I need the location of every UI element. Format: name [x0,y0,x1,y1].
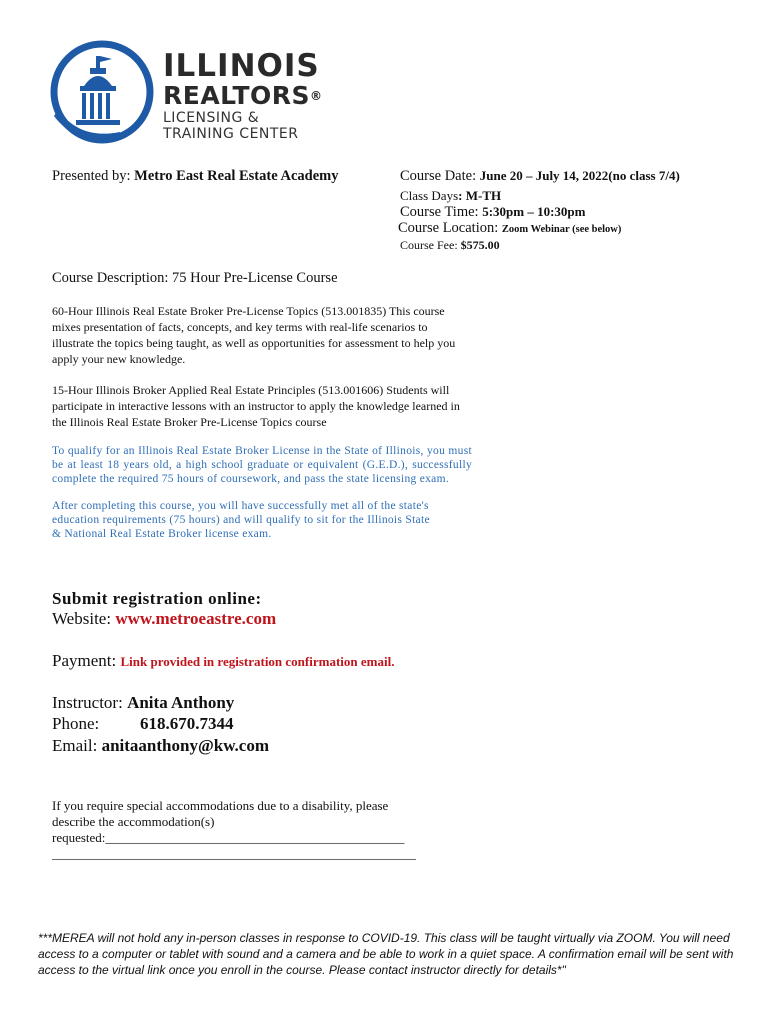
email-line: Email: anitaanthony@kw.com [52,736,270,755]
registration-heading: Submit registration online: [52,589,262,608]
presented-by: Presented by: Metro East Real Estate Academy [52,168,339,184]
phone-number: 618.670.7344 [140,714,234,733]
illinois-realtors-logo-emblem [50,40,160,150]
accommodations-block [52,798,472,862]
description-paragraph-60-hour: 60-Hour Illinois Real Estate Broker Pre-License Topics (513.001835) This course mixes presentation of facts, concepts, and key terms with real-life scenarios to illustrate the topics being taught, as well as opportunities for assessment to help you apply your new knowledge. [52,304,456,366]
academy-name: Metro East Real Estate Academy [134,168,339,184]
class-days: Class Days: M-TH [400,188,502,203]
accommodations-request-blank-2[interactable]: ________________________________________________________ [52,846,416,861]
course-date: Course Date: June 20 – July 14, 2022(no class 7/4) [400,168,680,184]
logo-line-training: TRAINING CENTER [163,126,299,142]
payment-line: Payment: Link provided in registration confirmation email. [52,651,395,670]
description-paragraph-15-hour: 15-Hour Illinois Broker Applied Real Estate Principles (513.001606) Students will participate in interactive lessons with an instructor to apply the knowledge learned in the Illinois Real Estate Broker Pre-License Topics course [52,383,460,429]
logo-line-illinois: ILLINOIS [163,48,320,84]
license-qualification-paragraph: To qualify for an Illinois Real Estate Broker License in the State of Illinois, you must be at least 18 years old, a high school graduate or equivalent (G.E.D.), successfully complete the required 75 hours of coursework, and pass the state licensing exam. [52,445,472,485]
education-requirements-paragraph: After completing this course, you will have successfully met all of the state's education requirements (75 hours) and will qualify to sit for the Illinois State & National Real Estate Broker license exam. [52,500,430,540]
logo-wordmark [163,50,323,142]
phone-line: Phone: 618.670.7344 [52,714,234,733]
website-line: Website: www.metroeastre.com [52,609,277,628]
instructor-line: Instructor: Anita Anthony [52,693,235,712]
website-link[interactable]: www.metroeastre.com [115,609,277,628]
course-time: Course Time: 5:30pm – 10:30pm [400,204,586,220]
instructor-name: Anita Anthony [127,693,235,712]
accommodations-request-blank[interactable]: requested:______________________________________________ [52,830,405,845]
logo-line-realtors: REALTORS® [163,81,323,110]
course-description-heading: Course Description: 75 Hour Pre-License Course [52,270,338,286]
course-fee: Course Fee: $575.00 [400,238,500,252]
covid-notice: ***MEREA will not hold any in-person classes in response to COVID-19. This class will be taught virtually via ZOOM. You will need access to a computer or tablet with sound and a camera and be able to work in a quiet space. A confirmation email will be sent with access to the virtual link once you enroll in the course. Please contact instructor directly for details*" [38,931,734,977]
email-address: anitaanthony@kw.com [101,736,270,755]
logo-line-licensing: LICENSING & [163,110,260,126]
accommodations-line-1: If you require special accommodations due to a disability, please [52,798,389,813]
accommodations-line-2: describe the accommodation(s) [52,814,215,829]
course-location: Course Location: Zoom Webinar (see below) [398,220,622,236]
